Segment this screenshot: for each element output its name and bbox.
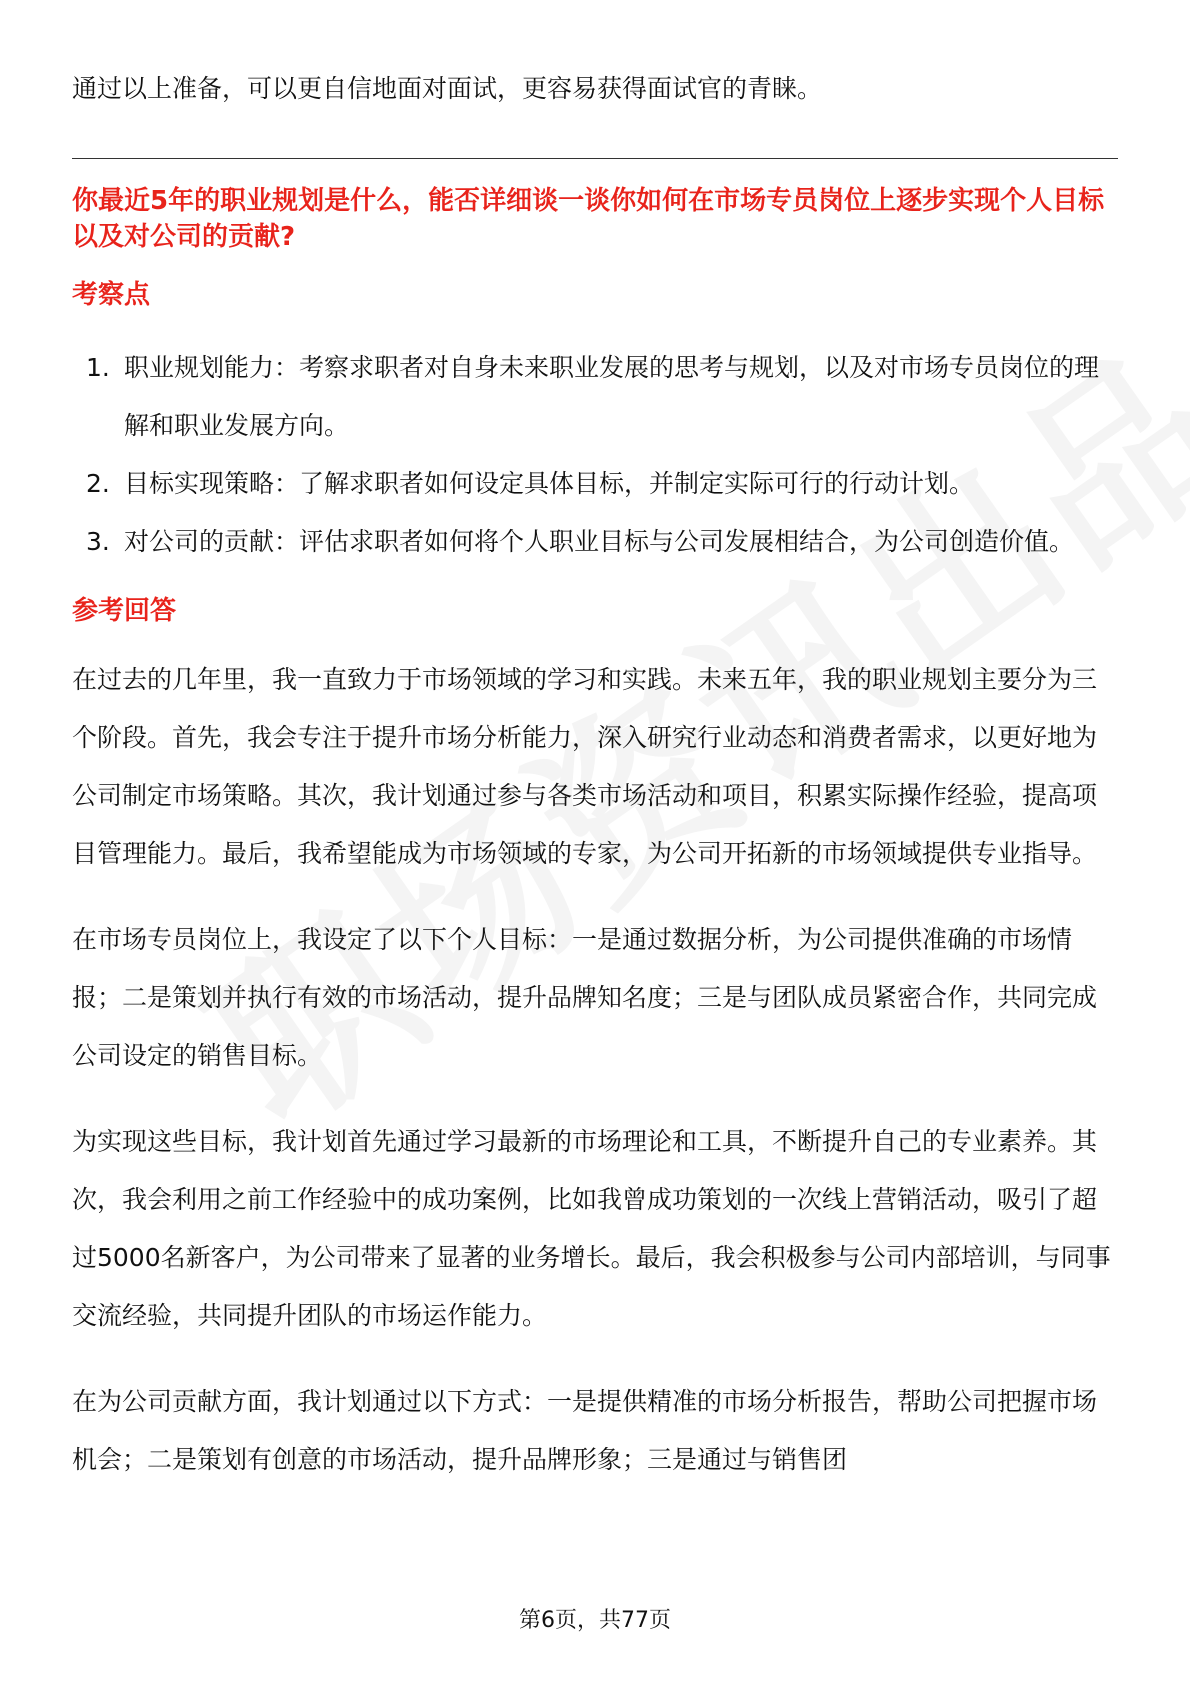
intro-paragraph: 通过以上准备，可以更自信地面对面试，更容易获得面试官的青睐。 [72, 74, 823, 103]
assessment-item [72, 339, 1118, 455]
question-heading: 你最近5年的职业规划是什么，能否详细谈一谈你如何在市场专员岗位上逐步实现个人目标以及对公司的贡献? [72, 186, 1105, 252]
document-content [72, 60, 1118, 1517]
answer-paragraph: 在市场专员岗位上，我设定了以下个人目标：一是通过数据分析，为公司提供准确的市场情报；二是策划并执行有效的市场活动，提升品牌知名度；三是与团队成员紧密合作，共同完成公司设定的销售目标。 [72, 925, 1098, 1070]
assessment-item [72, 513, 1118, 571]
assessment-item-text: 对公司的贡献：评估求职者如何将个人职业目标与公司发展相结合，为公司创造价值。 [124, 527, 1075, 556]
answer-paragraph: 在为公司贡献方面，我计划通过以下方式：一是提供精准的市场分析报告，帮助公司把握市场机会；二是策划有创意的市场活动，提升品牌形象；三是通过与销售团 [72, 1387, 1098, 1474]
assessment-item-text: 目标实现策略：了解求职者如何设定具体目标，并制定实际可行的行动计划。 [124, 469, 975, 498]
section-divider [72, 158, 1118, 159]
answer-heading: 参考回答 [72, 596, 177, 626]
assessment-heading: 考察点 [72, 280, 151, 310]
assessment-item-number: 2. [86, 469, 110, 498]
assessment-item-number: 1. [86, 353, 110, 382]
assessment-list [72, 339, 1118, 571]
assessment-item [72, 455, 1118, 513]
answer-paragraph: 在过去的几年里，我一直致力于市场领域的学习和实践。未来五年，我的职业规划主要分为三个阶段。首先，我会专注于提升市场分析能力，深入研究行业动态和消费者需求，以更好地为公司制定市场策略。其次，我计划通过参与各类市场活动和项目，积累实际操作经验，提高项目管理能力。最后，我希望能成为市场领域的专家，为公司开拓新的市场领域提供专业指导。 [72, 665, 1098, 868]
page-number-footer: 第6页，共77页 [519, 1608, 671, 1633]
assessment-item-number: 3. [86, 527, 110, 556]
assessment-item-text: 职业规划能力：考察求职者对自身未来职业发展的思考与规划，以及对市场专员岗位的理解和职业发展方向。 [124, 353, 1100, 440]
answer-paragraph: 为实现这些目标，我计划首先通过学习最新的市场理论和工具，不断提升自己的专业素养。其次，我会利用之前工作经验中的成功案例，比如我曾成功策划的一次线上营销活动，吸引了超过5000名新客户，为公司带来了显著的业务增长。最后，我会积极参与公司内部培训，与同事交流经验，共同提升团队的市场运作能力。 [72, 1127, 1111, 1330]
